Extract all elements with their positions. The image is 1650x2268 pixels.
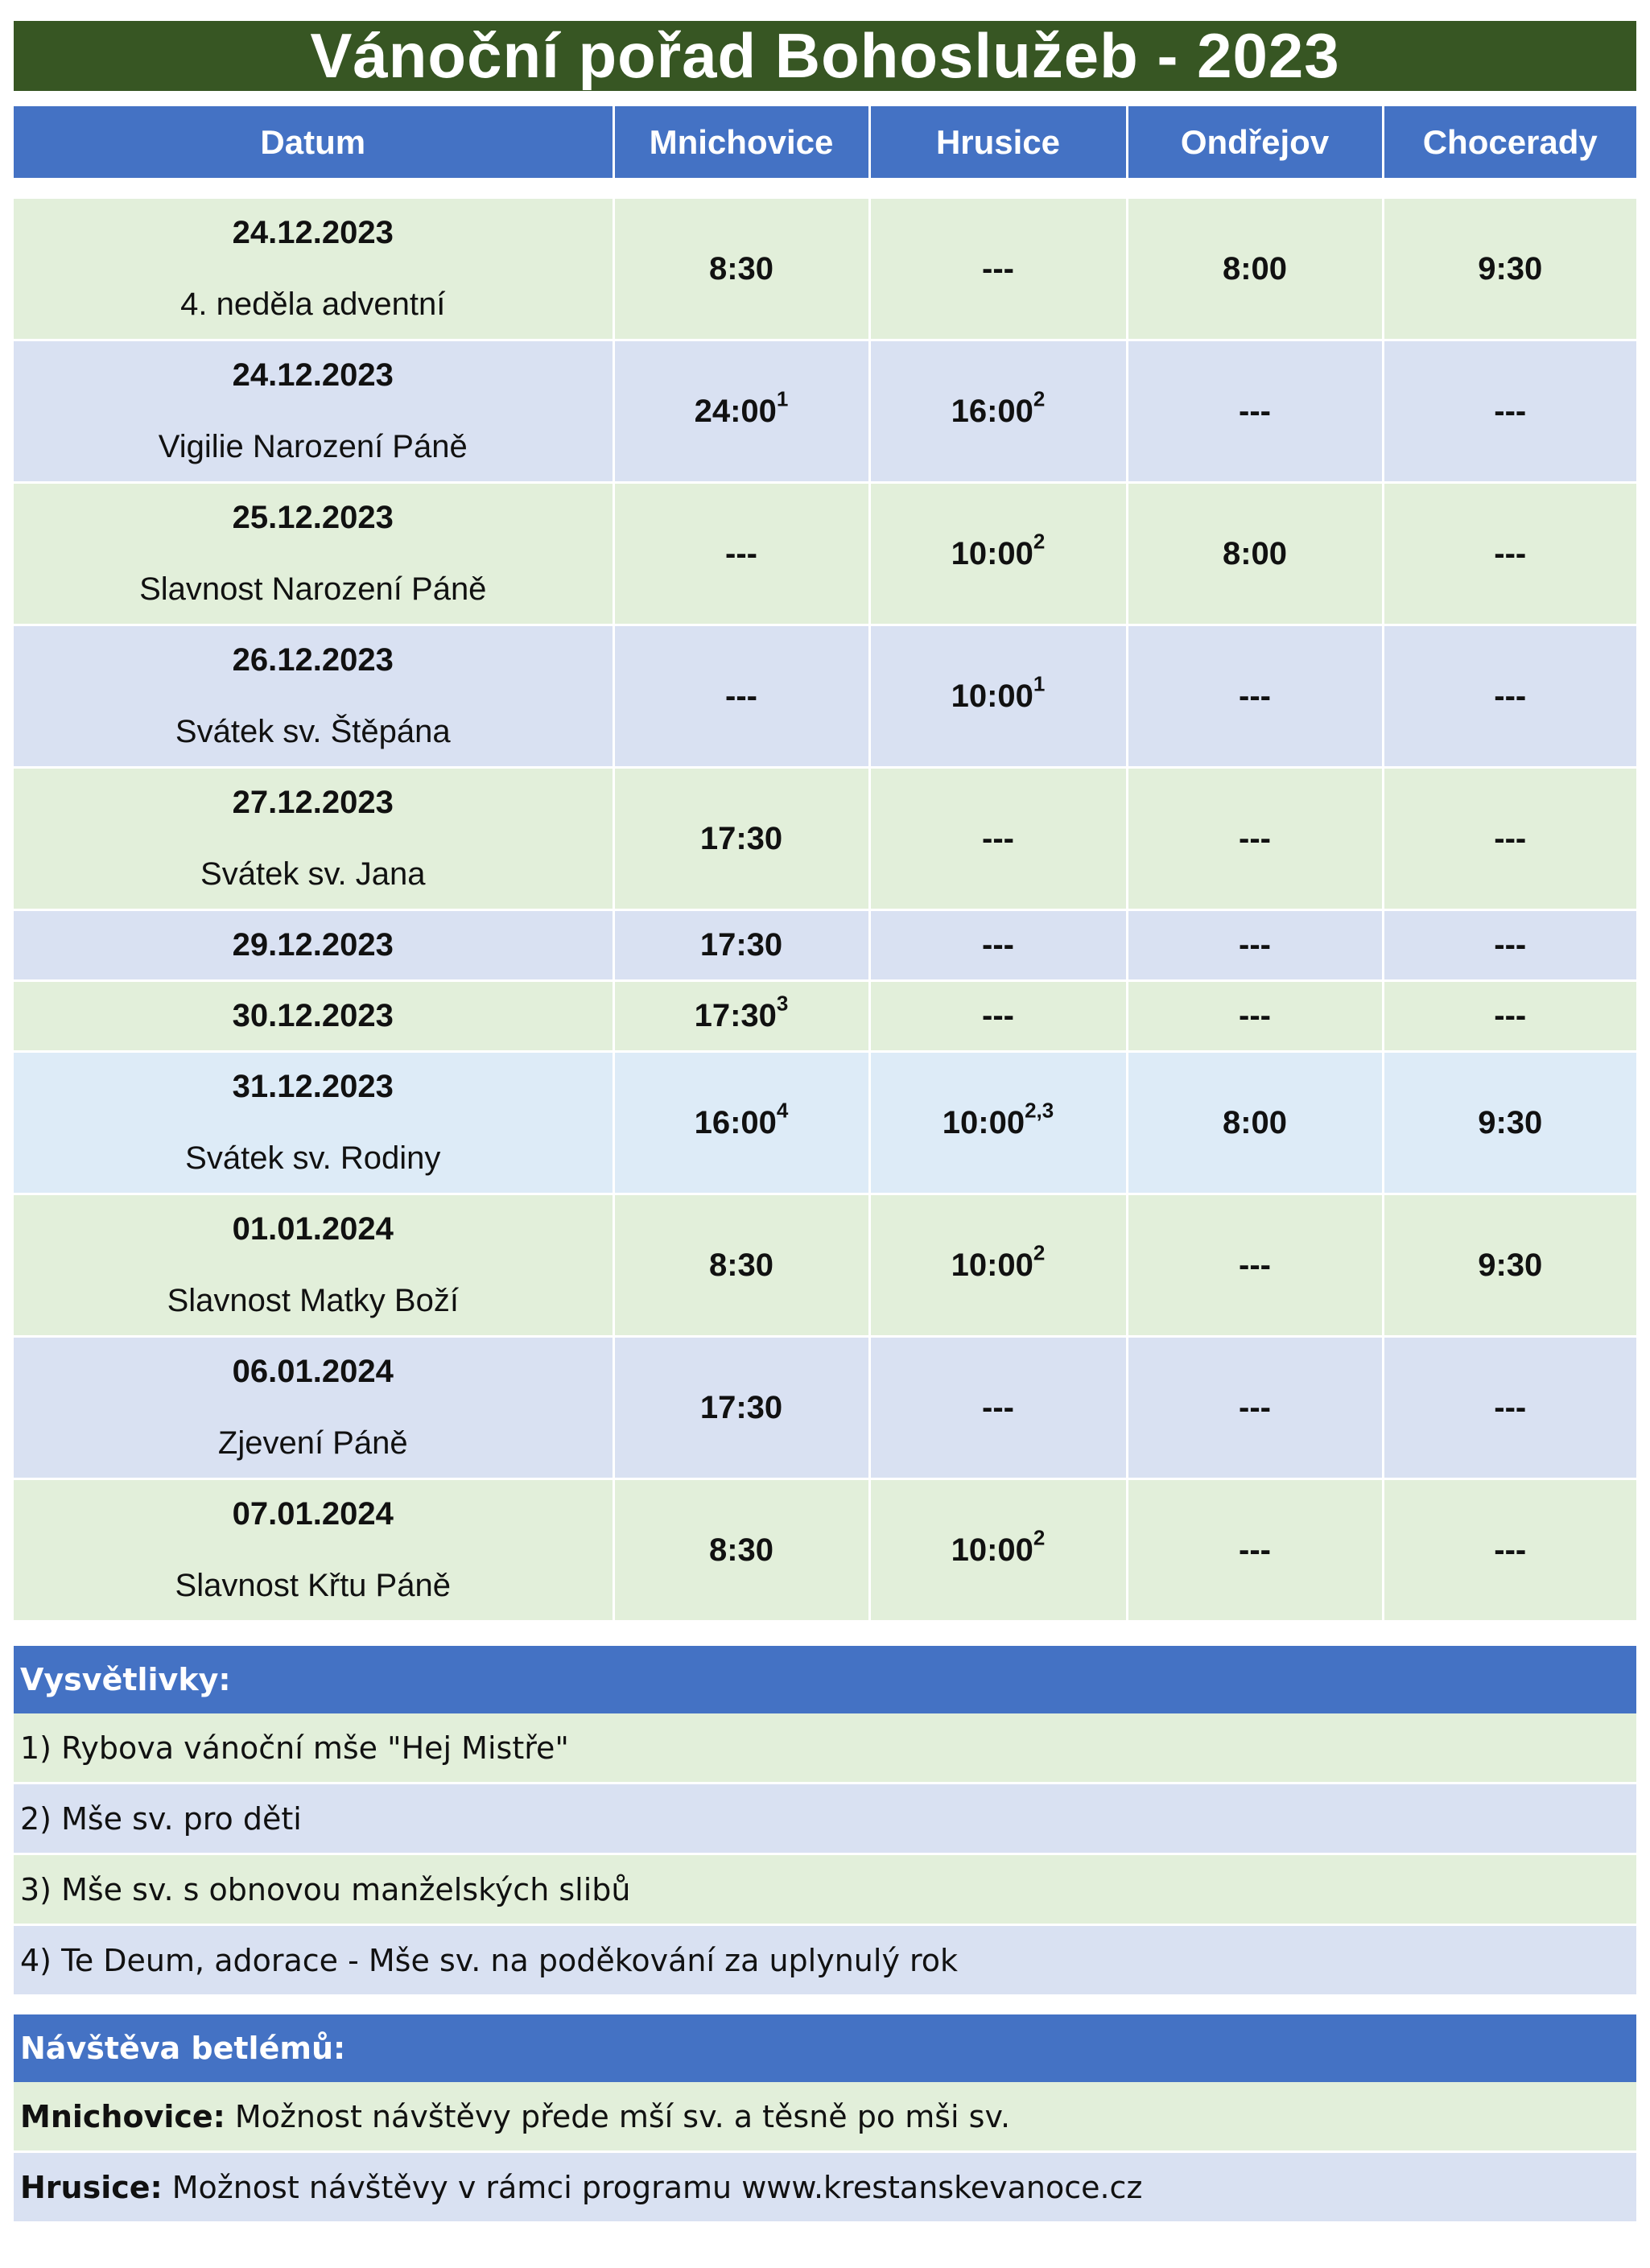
schedule-row — [14, 625, 1636, 768]
schedule-row — [14, 199, 1636, 340]
time-cell-chocerady — [1383, 483, 1636, 625]
time-cell-chocerady — [1383, 981, 1636, 1052]
time-cell-mnichovice — [613, 625, 869, 768]
service-time: --- — [1494, 535, 1527, 571]
feast-label: 4. neděla adventní — [180, 287, 446, 322]
time-cell-hrusice — [869, 981, 1127, 1052]
service-time: --- — [1494, 393, 1527, 429]
feast-label: Slavnost Narození Páně — [139, 571, 487, 607]
time-cell-chocerady — [1383, 1194, 1636, 1337]
service-time: --- — [982, 998, 1014, 1033]
footnote-marker: 2 — [1033, 1525, 1046, 1549]
footnote-marker: 2 — [1033, 386, 1046, 410]
visit-item-mnichovice — [14, 2082, 1636, 2153]
service-time: 9:30 — [1478, 1247, 1543, 1283]
time-cell-hrusice — [869, 340, 1127, 483]
service-time: 10:00 — [951, 535, 1033, 571]
note-item: 2) Mše sv. pro děti — [14, 1784, 1636, 1855]
time-cell-hrusice — [869, 625, 1127, 768]
visit-item-hrusice — [14, 2153, 1636, 2224]
service-time: 16:00 — [694, 1104, 777, 1140]
time-cell-ondrejov — [1127, 625, 1383, 768]
service-time: 8:00 — [1222, 535, 1288, 571]
visits-heading: Návštěva betlémů: — [14, 2014, 1636, 2082]
footnote-marker: 2 — [1033, 529, 1046, 553]
note-item: 4) Te Deum, adorace - Mše sv. na poděkování za uplynulý rok — [14, 1926, 1636, 1997]
service-time: --- — [1239, 820, 1271, 856]
service-time: 8:30 — [708, 1247, 774, 1283]
service-time: --- — [982, 250, 1014, 287]
service-time: --- — [1494, 998, 1527, 1033]
date-cell — [14, 910, 613, 981]
service-time: --- — [982, 1389, 1014, 1425]
footnote-marker: 1 — [776, 386, 789, 410]
time-cell-hrusice — [869, 1479, 1127, 1622]
service-time: 17:30 — [699, 820, 783, 856]
service-time: 8:00 — [1222, 1104, 1288, 1140]
time-cell-hrusice — [869, 199, 1127, 340]
time-cell-ondrejov — [1127, 340, 1383, 483]
header-row — [14, 106, 1636, 178]
date-cell — [14, 625, 613, 768]
column-header-ondrejov: Ondřejov — [1127, 106, 1383, 178]
time-cell-ondrejov — [1127, 1194, 1383, 1337]
time-cell-mnichovice — [613, 1052, 869, 1194]
time-cell-hrusice — [869, 483, 1127, 625]
service-time: --- — [1239, 1247, 1271, 1283]
schedule-row — [14, 340, 1636, 483]
notes-section — [14, 1646, 1636, 1997]
service-time: 9:30 — [1478, 1104, 1543, 1140]
service-time: --- — [1494, 678, 1527, 714]
time-cell-ondrejov — [1127, 1052, 1383, 1194]
time-cell-hrusice — [869, 1052, 1127, 1194]
footnote-marker: 2 — [1033, 1240, 1046, 1264]
visit-text: Možnost návštěvy přede mší sv. a těsně po mši sv. — [234, 2098, 1011, 2134]
service-time: 8:30 — [708, 1532, 774, 1568]
time-cell-mnichovice — [613, 768, 869, 910]
visit-place: Mnichovice: — [20, 2098, 225, 2134]
date-label: 30.12.2023 — [232, 998, 394, 1033]
service-time: --- — [1494, 927, 1527, 963]
feast-label: Slavnost Matky Boží — [167, 1283, 459, 1318]
service-time: --- — [725, 678, 757, 714]
footnote-marker: 2,3 — [1025, 1098, 1054, 1122]
time-cell-mnichovice — [613, 910, 869, 981]
date-label: 06.01.2024 — [232, 1354, 394, 1389]
note-item: 1) Rybova vánoční mše "Hej Mistře" — [14, 1713, 1636, 1784]
service-time: 10:00 — [951, 1247, 1033, 1283]
service-time: 9:30 — [1478, 250, 1543, 287]
service-time: --- — [1239, 1389, 1271, 1425]
visit-place: Hrusice: — [20, 2169, 163, 2205]
time-cell-hrusice — [869, 910, 1127, 981]
service-time: 10:00 — [951, 678, 1033, 714]
service-time: --- — [982, 820, 1014, 856]
time-cell-mnichovice — [613, 483, 869, 625]
date-label: 01.01.2024 — [232, 1211, 394, 1247]
feast-label: Vigilie Narození Páně — [158, 429, 468, 464]
feast-label: Svátek sv. Rodiny — [185, 1140, 441, 1176]
date-label: 24.12.2023 — [232, 215, 394, 250]
service-time: 17:30 — [694, 998, 777, 1033]
time-cell-hrusice — [869, 1194, 1127, 1337]
time-cell-mnichovice — [613, 1337, 869, 1479]
service-time: 8:00 — [1222, 250, 1288, 287]
service-time: --- — [1239, 1532, 1271, 1568]
service-time: --- — [982, 927, 1014, 963]
time-cell-ondrejov — [1127, 981, 1383, 1052]
time-cell-mnichovice — [613, 199, 869, 340]
service-time: --- — [725, 535, 757, 571]
time-cell-chocerady — [1383, 910, 1636, 981]
date-cell — [14, 1194, 613, 1337]
feast-label: Svátek sv. Štěpána — [175, 714, 451, 749]
time-cell-mnichovice — [613, 981, 869, 1052]
footnote-marker: 1 — [1033, 671, 1046, 695]
time-cell-chocerady — [1383, 768, 1636, 910]
visits-section — [14, 2014, 1636, 2224]
service-time: --- — [1494, 820, 1527, 856]
time-cell-chocerady — [1383, 1337, 1636, 1479]
service-time: --- — [1239, 393, 1271, 429]
time-cell-chocerady — [1383, 199, 1636, 340]
notes-heading: Vysvětlivky: — [14, 1646, 1636, 1713]
date-cell — [14, 1337, 613, 1479]
service-time: 8:30 — [708, 250, 774, 287]
feast-label: Svátek sv. Jana — [200, 856, 426, 892]
column-header-chocerady: Chocerady — [1383, 106, 1636, 178]
date-label: 29.12.2023 — [232, 927, 394, 963]
date-cell — [14, 1479, 613, 1622]
page-title: Vánoční pořad Bohoslužeb - 2023 — [14, 21, 1636, 91]
date-cell — [14, 199, 613, 340]
time-cell-chocerady — [1383, 625, 1636, 768]
schedule-row — [14, 1479, 1636, 1622]
service-time: --- — [1239, 927, 1271, 963]
date-cell — [14, 1052, 613, 1194]
schedule-row — [14, 1337, 1636, 1479]
feast-label: Slavnost Křtu Páně — [175, 1568, 451, 1603]
date-cell — [14, 340, 613, 483]
service-time: 10:00 — [942, 1104, 1025, 1140]
time-cell-chocerady — [1383, 1052, 1636, 1194]
time-cell-hrusice — [869, 768, 1127, 910]
time-cell-ondrejov — [1127, 199, 1383, 340]
time-cell-chocerady — [1383, 340, 1636, 483]
column-header-mnichovice: Mnichovice — [613, 106, 869, 178]
date-cell — [14, 768, 613, 910]
service-time: 10:00 — [951, 1532, 1033, 1568]
schedule-row — [14, 768, 1636, 910]
schedule-table — [14, 106, 1636, 1623]
time-cell-ondrejov — [1127, 483, 1383, 625]
footnote-marker: 3 — [776, 991, 789, 1016]
service-time: --- — [1494, 1389, 1527, 1425]
schedule-row — [14, 483, 1636, 625]
schedule-row — [14, 1194, 1636, 1337]
service-time: --- — [1239, 998, 1271, 1033]
column-header-hrusice: Hrusice — [869, 106, 1127, 178]
service-time: 16:00 — [951, 393, 1033, 429]
service-time: 17:30 — [699, 927, 783, 963]
date-cell — [14, 483, 613, 625]
date-label: 26.12.2023 — [232, 642, 394, 678]
time-cell-chocerady — [1383, 1479, 1636, 1622]
schedule-row — [14, 1052, 1636, 1194]
time-cell-hrusice — [869, 1337, 1127, 1479]
time-cell-mnichovice — [613, 1479, 869, 1622]
visit-text: Možnost návštěvy v rámci programu www.krestanskevanoce.cz — [171, 2169, 1143, 2205]
service-time: 24:00 — [694, 393, 777, 429]
time-cell-mnichovice — [613, 1194, 869, 1337]
feast-label: Zjevení Páně — [217, 1425, 408, 1461]
date-label: 24.12.2023 — [232, 357, 394, 393]
schedule-row — [14, 910, 1636, 981]
time-cell-ondrejov — [1127, 1337, 1383, 1479]
time-cell-ondrejov — [1127, 910, 1383, 981]
column-header-date: Datum — [14, 106, 613, 178]
date-label: 31.12.2023 — [232, 1069, 394, 1104]
service-time: --- — [1494, 1532, 1527, 1568]
schedule-row — [14, 981, 1636, 1052]
service-time: 17:30 — [699, 1389, 783, 1425]
date-label: 25.12.2023 — [232, 500, 394, 535]
date-cell — [14, 981, 613, 1052]
time-cell-ondrejov — [1127, 1479, 1383, 1622]
footnote-marker: 4 — [776, 1098, 789, 1122]
date-label: 27.12.2023 — [232, 785, 394, 820]
service-time: --- — [1239, 678, 1271, 714]
time-cell-mnichovice — [613, 340, 869, 483]
time-cell-ondrejov — [1127, 768, 1383, 910]
date-label: 07.01.2024 — [232, 1496, 394, 1532]
note-item: 3) Mše sv. s obnovou manželských slibů — [14, 1855, 1636, 1926]
